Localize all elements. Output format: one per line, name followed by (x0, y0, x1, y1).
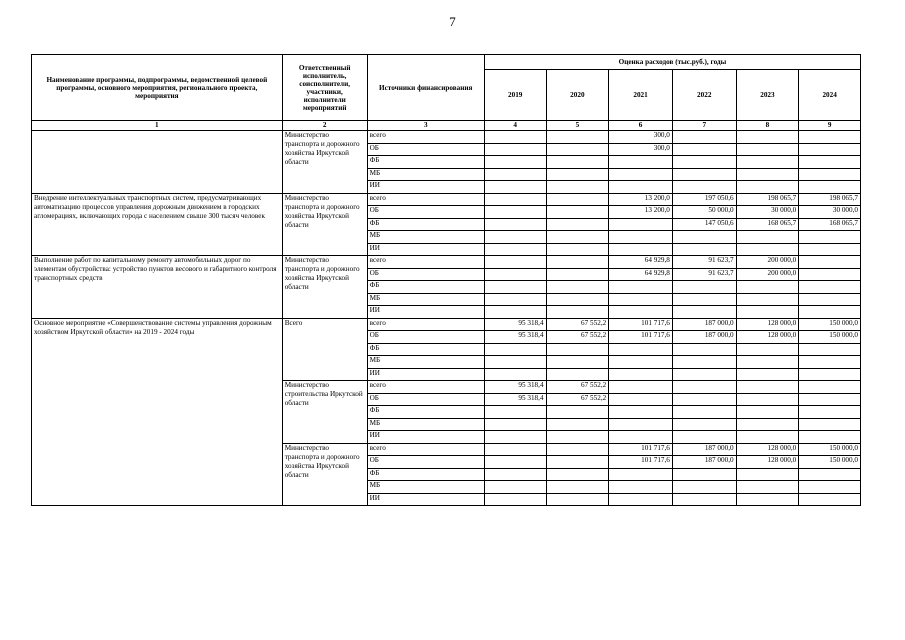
funding-source-cell: ФБ (367, 281, 484, 294)
amount-cell (736, 343, 799, 356)
amount-cell (484, 306, 546, 319)
amount-cell (546, 231, 609, 244)
amount-cell (546, 343, 609, 356)
amount-cell (546, 143, 609, 156)
funding-source-cell: ОБ (367, 143, 484, 156)
amount-cell: 187 000,0 (672, 443, 736, 456)
amount-cell (609, 181, 673, 194)
funding-source-cell: ОБ (367, 331, 484, 344)
amount-cell (672, 131, 736, 144)
amount-cell (672, 293, 736, 306)
amount-cell (672, 356, 736, 369)
amount-cell (672, 343, 736, 356)
funding-source-cell: ФБ (367, 218, 484, 231)
amount-cell: 64 929,8 (609, 256, 673, 269)
amount-cell: 128 000,0 (736, 443, 799, 456)
amount-cell: 128 000,0 (736, 331, 799, 344)
amount-cell (546, 443, 609, 456)
amount-cell (799, 268, 861, 281)
column-number: 8 (736, 121, 799, 131)
amount-cell: 95 318,4 (484, 318, 546, 331)
amount-cell (484, 281, 546, 294)
amount-cell (546, 156, 609, 169)
amount-cell (546, 131, 609, 144)
amount-cell (736, 231, 799, 244)
amount-cell (546, 368, 609, 381)
amount-cell: 67 552,2 (546, 393, 609, 406)
table-row (32, 193, 861, 206)
funding-source-cell: ИИ (367, 368, 484, 381)
funding-source-cell: МБ (367, 231, 484, 244)
header-name: Наименование программы, подпрограммы, ведомственной целевой программы, основного мероприятия, регионального проекта, мероприятия (32, 55, 283, 121)
amount-cell (484, 418, 546, 431)
funding-source-cell: всего (367, 318, 484, 331)
table-body (32, 131, 861, 506)
amount-cell: 67 552,2 (546, 318, 609, 331)
funding-source-cell: ОБ (367, 206, 484, 219)
amount-cell (799, 406, 861, 419)
amount-cell: 128 000,0 (736, 456, 799, 469)
funding-source-cell: всего (367, 131, 484, 144)
column-number: 9 (799, 121, 861, 131)
amount-cell: 95 318,4 (484, 393, 546, 406)
amount-cell (672, 231, 736, 244)
executor-cell: Министерство строительства Иркутской области (282, 381, 367, 444)
funding-source-cell: ИИ (367, 306, 484, 319)
column-number: 1 (32, 121, 283, 131)
amount-cell: 150 000,0 (799, 456, 861, 469)
amount-cell: 200 000,0 (736, 268, 799, 281)
amount-cell (484, 143, 546, 156)
amount-cell (672, 156, 736, 169)
amount-cell (609, 381, 673, 394)
amount-cell (546, 243, 609, 256)
amount-cell (672, 243, 736, 256)
amount-cell (736, 306, 799, 319)
amount-cell (484, 168, 546, 181)
amount-cell (799, 131, 861, 144)
amount-cell (799, 481, 861, 494)
executor-cell: Всего (282, 318, 367, 381)
amount-cell (609, 168, 673, 181)
amount-cell (672, 481, 736, 494)
amount-cell (484, 343, 546, 356)
amount-cell (546, 281, 609, 294)
amount-cell: 300,0 (609, 143, 673, 156)
funding-source-cell: ИИ (367, 181, 484, 194)
amount-cell (736, 468, 799, 481)
amount-cell (484, 256, 546, 269)
amount-cell: 91 623,7 (672, 268, 736, 281)
amount-cell (609, 418, 673, 431)
amount-cell (484, 443, 546, 456)
amount-cell (484, 243, 546, 256)
funding-source-cell: всего (367, 256, 484, 269)
amount-cell (799, 381, 861, 394)
amount-cell (609, 468, 673, 481)
amount-cell (672, 393, 736, 406)
amount-cell: 128 000,0 (736, 318, 799, 331)
amount-cell (736, 356, 799, 369)
amount-cell (672, 143, 736, 156)
funding-source-cell: МБ (367, 168, 484, 181)
amount-cell (609, 393, 673, 406)
header-source: Источники финансирования (367, 55, 484, 121)
amount-cell: 198 065,7 (736, 193, 799, 206)
header-year: 2019 (484, 70, 546, 121)
amount-cell (484, 218, 546, 231)
amount-cell (736, 493, 799, 506)
amount-cell: 95 318,4 (484, 381, 546, 394)
amount-cell: 150 000,0 (799, 331, 861, 344)
amount-cell: 13 200,0 (609, 206, 673, 219)
amount-cell (609, 243, 673, 256)
amount-cell (484, 293, 546, 306)
amount-cell: 300,0 (609, 131, 673, 144)
header-executor: Ответственный исполнитель, соисполнители, участники, исполнители мероприятий (282, 55, 367, 121)
amount-cell (799, 231, 861, 244)
amount-cell (799, 281, 861, 294)
amount-cell (672, 381, 736, 394)
amount-cell (672, 468, 736, 481)
amount-cell: 101 717,6 (609, 318, 673, 331)
funding-source-cell: ФБ (367, 468, 484, 481)
column-number: 4 (484, 121, 546, 131)
amount-cell: 50 000,0 (672, 206, 736, 219)
header-year: 2023 (736, 70, 799, 121)
amount-cell (672, 281, 736, 294)
amount-cell (672, 418, 736, 431)
amount-cell: 197 050,6 (672, 193, 736, 206)
executor-cell: Министерство транспорта и дорожного хозяйства Иркутской области (282, 256, 367, 319)
amount-cell (546, 181, 609, 194)
amount-cell (546, 293, 609, 306)
amount-cell (546, 481, 609, 494)
amount-cell: 150 000,0 (799, 318, 861, 331)
amount-cell (672, 406, 736, 419)
amount-cell (672, 181, 736, 194)
program-name-cell: Выполнение работ по капитальному ремонту автомобильных дорог по элементам обустройства: устройство пунктов весового и габаритного контроля транспортных средств (32, 256, 283, 319)
amount-cell (484, 206, 546, 219)
table-header (32, 55, 861, 131)
amount-cell (736, 293, 799, 306)
header-expenses: Оценка расходов (тыс.руб.), годы (484, 55, 860, 70)
funding-source-cell: МБ (367, 418, 484, 431)
amount-cell (546, 356, 609, 369)
program-name-cell: Основное мероприятие «Совершенствование системы управления дорожным хозяйством Иркутской области» на 2019 - 2024 годы (32, 318, 283, 506)
program-name-cell (32, 131, 283, 194)
expense-table (31, 54, 861, 506)
funding-source-cell: всего (367, 381, 484, 394)
funding-source-cell: МБ (367, 356, 484, 369)
amount-cell (484, 231, 546, 244)
amount-cell (484, 356, 546, 369)
amount-cell (546, 256, 609, 269)
amount-cell (609, 481, 673, 494)
amount-cell (484, 468, 546, 481)
table-row (32, 318, 861, 331)
amount-cell (546, 418, 609, 431)
amount-cell: 30 000,0 (736, 206, 799, 219)
funding-source-cell: всего (367, 443, 484, 456)
amount-cell (799, 306, 861, 319)
amount-cell (799, 393, 861, 406)
amount-cell (799, 143, 861, 156)
amount-cell (484, 368, 546, 381)
amount-cell (736, 393, 799, 406)
amount-cell (799, 431, 861, 444)
funding-source-cell: ОБ (367, 393, 484, 406)
column-number: 5 (546, 121, 609, 131)
amount-cell: 67 552,2 (546, 381, 609, 394)
amount-cell: 187 000,0 (672, 318, 736, 331)
amount-cell (484, 131, 546, 144)
funding-source-cell: ФБ (367, 343, 484, 356)
amount-cell (799, 368, 861, 381)
amount-cell (736, 281, 799, 294)
amount-cell (609, 231, 673, 244)
amount-cell: 187 000,0 (672, 456, 736, 469)
amount-cell (672, 431, 736, 444)
amount-cell: 187 000,0 (672, 331, 736, 344)
amount-cell: 101 717,6 (609, 443, 673, 456)
funding-source-cell: ФБ (367, 406, 484, 419)
amount-cell (736, 156, 799, 169)
header-year: 2020 (546, 70, 609, 121)
amount-cell: 198 065,7 (799, 193, 861, 206)
amount-cell (484, 268, 546, 281)
amount-cell (609, 431, 673, 444)
amount-cell: 150 000,0 (799, 443, 861, 456)
amount-cell (799, 468, 861, 481)
amount-cell (799, 293, 861, 306)
funding-source-cell: ОБ (367, 268, 484, 281)
amount-cell (609, 281, 673, 294)
funding-source-cell: ИИ (367, 431, 484, 444)
amount-cell (736, 181, 799, 194)
amount-cell (672, 306, 736, 319)
program-name-cell: Внедрение интеллектуальных транспортных систем, предусматривающих автоматизацию процессов управления дорожным движением в городских агломерациях, включающих города с населением свыше 300 тысяч человек (32, 193, 283, 256)
amount-cell (799, 181, 861, 194)
amount-cell: 101 717,6 (609, 456, 673, 469)
amount-cell: 147 050,6 (672, 218, 736, 231)
amount-cell (736, 368, 799, 381)
amount-cell (546, 206, 609, 219)
amount-cell (546, 306, 609, 319)
amount-cell (672, 368, 736, 381)
header-year: 2022 (672, 70, 736, 121)
amount-cell (799, 156, 861, 169)
amount-cell (736, 143, 799, 156)
amount-cell (736, 131, 799, 144)
amount-cell (609, 406, 673, 419)
amount-cell (484, 493, 546, 506)
funding-source-cell: ИИ (367, 243, 484, 256)
amount-cell (546, 218, 609, 231)
amount-cell (672, 168, 736, 181)
amount-cell: 30 000,0 (799, 206, 861, 219)
header-year: 2021 (609, 70, 673, 121)
funding-source-cell: ИИ (367, 493, 484, 506)
table-row (32, 131, 861, 144)
amount-cell (736, 406, 799, 419)
amount-cell (736, 431, 799, 444)
amount-cell: 13 200,0 (609, 193, 673, 206)
column-number: 7 (672, 121, 736, 131)
amount-cell (484, 431, 546, 444)
amount-cell: 67 552,2 (546, 331, 609, 344)
amount-cell (484, 193, 546, 206)
amount-cell (546, 431, 609, 444)
funding-source-cell: всего (367, 193, 484, 206)
amount-cell: 91 623,7 (672, 256, 736, 269)
amount-cell (546, 468, 609, 481)
amount-cell (736, 168, 799, 181)
amount-cell (736, 481, 799, 494)
amount-cell (609, 156, 673, 169)
header-year: 2024 (799, 70, 861, 121)
column-number: 3 (367, 121, 484, 131)
amount-cell (546, 168, 609, 181)
amount-cell (546, 406, 609, 419)
amount-cell: 168 065,7 (736, 218, 799, 231)
funding-source-cell: МБ (367, 481, 484, 494)
amount-cell (609, 293, 673, 306)
amount-cell (799, 343, 861, 356)
amount-cell (799, 243, 861, 256)
funding-source-cell: ОБ (367, 456, 484, 469)
amount-cell (672, 493, 736, 506)
amount-cell (546, 493, 609, 506)
page-number: 7 (449, 14, 456, 29)
executor-cell: Министерство транспорта и дорожного хозяйства Иркутской области (282, 193, 367, 256)
amount-cell (736, 243, 799, 256)
amount-cell: 95 318,4 (484, 331, 546, 344)
amount-cell (484, 406, 546, 419)
amount-cell (484, 456, 546, 469)
amount-cell (484, 181, 546, 194)
amount-cell (799, 418, 861, 431)
amount-cell (799, 493, 861, 506)
executor-cell: Министерство транспорта и дорожного хозяйства Иркутской области (282, 443, 367, 506)
column-number: 6 (609, 121, 673, 131)
amount-cell (546, 456, 609, 469)
funding-source-cell: МБ (367, 293, 484, 306)
amount-cell: 168 065,7 (799, 218, 861, 231)
column-number: 2 (282, 121, 367, 131)
amount-cell (736, 418, 799, 431)
amount-cell (799, 256, 861, 269)
amount-cell: 101 717,6 (609, 331, 673, 344)
amount-cell: 64 929,8 (609, 268, 673, 281)
amount-cell (736, 381, 799, 394)
amount-cell (799, 168, 861, 181)
amount-cell (609, 306, 673, 319)
amount-cell (484, 156, 546, 169)
amount-cell (609, 368, 673, 381)
funding-source-cell: ФБ (367, 156, 484, 169)
amount-cell (609, 493, 673, 506)
amount-cell (609, 218, 673, 231)
amount-cell (609, 343, 673, 356)
amount-cell (546, 193, 609, 206)
amount-cell: 200 000,0 (736, 256, 799, 269)
table-row (32, 256, 861, 269)
executor-cell: Министерство транспорта и дорожного хозяйства Иркутской области (282, 131, 367, 194)
amount-cell (799, 356, 861, 369)
amount-cell (484, 481, 546, 494)
amount-cell (609, 356, 673, 369)
amount-cell (546, 268, 609, 281)
